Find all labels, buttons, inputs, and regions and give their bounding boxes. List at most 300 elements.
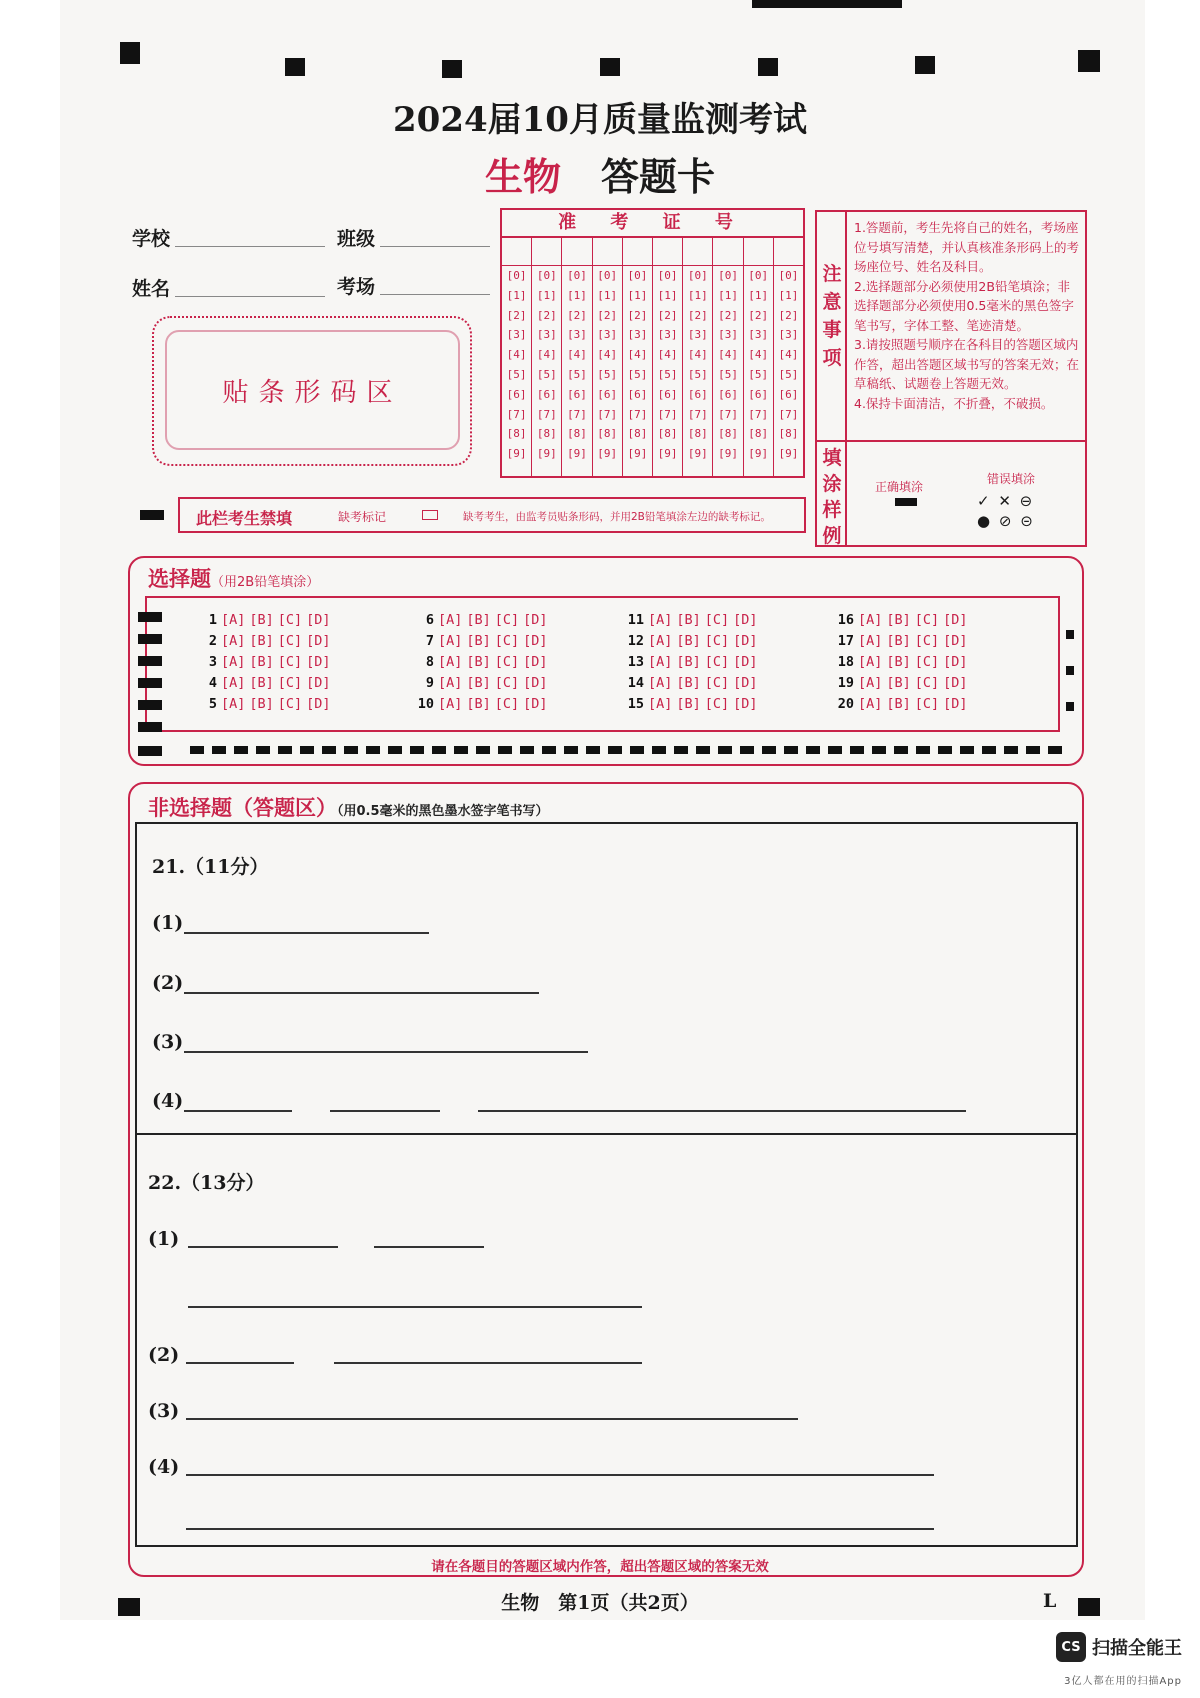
- exam-id-bubble[interactable]: [0]: [567, 269, 587, 282]
- exam-id-write-cell[interactable]: [562, 238, 591, 266]
- exam-id-write-cell[interactable]: [774, 238, 803, 266]
- exam-id-bubble[interactable]: [1]: [657, 288, 678, 302]
- answer-bubble[interactable]: [C]: [494, 654, 520, 670]
- exam-id-bubble[interactable]: [7]: [627, 407, 648, 421]
- timing-dash: [674, 746, 688, 754]
- class-field[interactable]: [380, 246, 490, 247]
- exam-id-bubble[interactable]: [5]: [597, 367, 618, 381]
- exam-id-bubble[interactable]: [3]: [718, 328, 738, 342]
- answer-box: [135, 822, 1078, 1547]
- exam-id-bubble[interactable]: [6]: [687, 387, 708, 401]
- answer-bubble[interactable]: [D]: [943, 696, 968, 712]
- answer-bubble[interactable]: [B]: [249, 654, 274, 670]
- exam-id-bubble[interactable]: [0]: [657, 269, 678, 282]
- notice-label-char: 事: [822, 319, 842, 341]
- answer-bubble[interactable]: [C]: [704, 633, 730, 649]
- absent-mark-box[interactable]: [422, 510, 438, 520]
- q22-part-label: (2): [148, 1344, 180, 1366]
- exam-id-bubble[interactable]: [4]: [687, 348, 708, 362]
- answer-bubble[interactable]: [C]: [914, 696, 940, 712]
- answer-bubble[interactable]: [B]: [249, 696, 274, 712]
- answer-bubble[interactable]: [C]: [914, 654, 940, 670]
- q21-part-label: (4): [152, 1090, 184, 1112]
- exam-id-bubble[interactable]: [0]: [687, 269, 708, 282]
- choice-question: [622, 612, 762, 628]
- exam-id-bubble[interactable]: [9]: [748, 447, 769, 461]
- exam-id-bubble[interactable]: [8]: [567, 427, 587, 441]
- exam-id-write-cell[interactable]: [744, 238, 773, 266]
- answer-bubble[interactable]: [C]: [914, 633, 940, 649]
- exam-id-bubble[interactable]: [7]: [597, 407, 618, 421]
- answer-bubble[interactable]: [D]: [306, 654, 331, 670]
- notice-item: 4.保持卡面清洁，不折叠，不破损。: [854, 395, 1054, 411]
- registration-mark: [915, 56, 935, 74]
- exam-id-write-cell[interactable]: [532, 238, 561, 266]
- exam-id-bubble[interactable]: [3]: [536, 328, 557, 342]
- absent-note: 缺考考生，由监考员贴条形码，并用2B铅笔填涂左边的缺考标记。: [463, 511, 771, 523]
- timing-dash: [916, 746, 930, 754]
- exam-id-bubble[interactable]: [3]: [597, 328, 618, 342]
- answer-bubble[interactable]: [A]: [438, 612, 463, 628]
- exam-id-column: [744, 238, 774, 478]
- question-number: 15: [627, 696, 644, 712]
- timing-dash: [234, 746, 248, 754]
- exam-id-bubble[interactable]: [5]: [536, 367, 557, 381]
- exam-id-bubble[interactable]: [1]: [627, 288, 648, 302]
- answer-bubble[interactable]: [B]: [676, 696, 701, 712]
- answer-bubble[interactable]: [B]: [676, 612, 701, 628]
- answer-bubble[interactable]: [C]: [494, 675, 520, 691]
- exam-id-bubble[interactable]: [5]: [506, 367, 527, 381]
- answer-bubble[interactable]: [C]: [277, 612, 303, 628]
- answer-bubble[interactable]: [A]: [858, 654, 883, 670]
- answer-bubble[interactable]: [D]: [943, 633, 968, 649]
- q22-3-answer-line[interactable]: [186, 1418, 798, 1420]
- answer-bubble[interactable]: [B]: [466, 675, 491, 691]
- answer-bubble[interactable]: [D]: [943, 675, 968, 691]
- exam-id-bubble[interactable]: [9]: [536, 447, 557, 461]
- exam-id-bubble[interactable]: [0]: [597, 269, 618, 282]
- answer-bubble[interactable]: [B]: [676, 654, 701, 670]
- timing-dash: [586, 746, 600, 754]
- exam-id-bubble[interactable]: [5]: [718, 367, 738, 381]
- timing-dash: [542, 746, 556, 754]
- timing-mark: [138, 634, 162, 644]
- absent-mark-label: 缺考标记: [338, 510, 387, 524]
- answer-bubble[interactable]: [D]: [523, 612, 548, 628]
- exam-id-bubble[interactable]: [2]: [567, 308, 587, 322]
- answer-bubble[interactable]: [B]: [466, 612, 491, 628]
- notice-label-char: 意: [822, 291, 842, 313]
- timing-dash: [960, 746, 974, 754]
- timing-dash: [190, 746, 204, 754]
- exam-id-bubble[interactable]: [1]: [718, 288, 738, 302]
- exam-id-bubble[interactable]: [2]: [718, 308, 738, 322]
- class-label: 班级: [337, 228, 376, 250]
- question-number: 1: [208, 612, 217, 628]
- answer-bubble[interactable]: [B]: [466, 696, 491, 712]
- answer-bubble[interactable]: [A]: [858, 696, 883, 712]
- exam-id-box: [500, 208, 805, 478]
- answer-bubble[interactable]: [B]: [466, 633, 491, 649]
- exam-id-bubble[interactable]: [5]: [657, 367, 678, 381]
- exam-id-bubble[interactable]: [6]: [506, 387, 527, 401]
- exam-id-bubble[interactable]: [5]: [748, 367, 769, 381]
- notice-label-char: 项: [822, 347, 842, 369]
- answer-bubble[interactable]: [C]: [494, 696, 520, 712]
- answer-bubble[interactable]: [C]: [277, 654, 303, 670]
- exam-id-column: [683, 238, 713, 478]
- exam-id-bubble[interactable]: [4]: [657, 348, 678, 362]
- question-number: 19: [837, 675, 854, 691]
- timing-dash: [784, 746, 798, 754]
- timing-dash: [652, 746, 666, 754]
- exam-id-bubble[interactable]: [5]: [627, 367, 648, 381]
- answer-bubble[interactable]: [B]: [676, 675, 701, 691]
- question-number: 16: [837, 612, 854, 628]
- exam-id-bubble[interactable]: [0]: [718, 269, 738, 282]
- exam-id-bubble[interactable]: [4]: [748, 348, 769, 362]
- answer-bubble[interactable]: [C]: [277, 696, 303, 712]
- exam-id-bubble[interactable]: [4]: [506, 348, 527, 362]
- answer-bubble[interactable]: [D]: [523, 675, 548, 691]
- answer-bubble[interactable]: [B]: [886, 612, 911, 628]
- exam-id-bubble[interactable]: [6]: [718, 387, 738, 401]
- exam-id-write-cell[interactable]: [593, 238, 622, 266]
- notice-divider: [817, 440, 1085, 442]
- answer-bubble[interactable]: [D]: [943, 654, 968, 670]
- exam-id-write-cell[interactable]: [713, 238, 742, 266]
- question-number: 12: [627, 633, 644, 649]
- answer-bubble[interactable]: [C]: [494, 633, 520, 649]
- exam-id-bubble[interactable]: [4]: [567, 348, 587, 362]
- exam-id-bubble[interactable]: [8]: [506, 427, 527, 441]
- choice-question: [195, 612, 335, 628]
- forbidden-label: 此栏考生禁填: [196, 509, 293, 528]
- exam-id-bubble[interactable]: [2]: [536, 308, 557, 322]
- question-number: 5: [208, 696, 217, 712]
- exam-id-write-cell[interactable]: [653, 238, 682, 266]
- exam-id-bubble[interactable]: [3]: [687, 328, 708, 342]
- exam-id-bubble[interactable]: [6]: [748, 387, 769, 401]
- answer-bubble[interactable]: [C]: [914, 675, 940, 691]
- choice-question: [412, 675, 552, 691]
- exam-id-bubble[interactable]: [8]: [597, 427, 618, 441]
- q22-heading: 22.（13分）: [148, 1172, 265, 1194]
- exam-id-bubble[interactable]: [0]: [506, 269, 527, 282]
- answer-bubble[interactable]: [D]: [306, 675, 331, 691]
- scanner-tagline: 3亿人都在用的扫描App: [1064, 1676, 1182, 1687]
- exam-id-bubble[interactable]: [2]: [778, 308, 799, 322]
- answer-bubble[interactable]: [A]: [858, 612, 883, 628]
- answer-bubble[interactable]: [A]: [221, 675, 246, 691]
- answer-bubble[interactable]: [C]: [494, 612, 520, 628]
- fill-example-char: 填: [822, 447, 842, 469]
- exam-id-bubble[interactable]: [0]: [627, 269, 648, 282]
- choice-question: [622, 696, 762, 712]
- exam-id-bubble[interactable]: [9]: [657, 447, 678, 461]
- question-number: 6: [425, 612, 434, 628]
- exam-id-bubble[interactable]: [8]: [536, 427, 557, 441]
- exam-id-bubble[interactable]: [9]: [687, 447, 708, 461]
- exam-id-bubble[interactable]: [7]: [718, 407, 738, 421]
- exam-id-bubble[interactable]: [9]: [627, 447, 648, 461]
- answer-bubble[interactable]: [A]: [438, 696, 463, 712]
- choice-question: [195, 675, 335, 691]
- registration-mark: [600, 58, 620, 76]
- answer-bubble[interactable]: [D]: [306, 612, 331, 628]
- exam-id-bubble[interactable]: [4]: [778, 348, 799, 362]
- exam-id-bubble[interactable]: [5]: [687, 367, 708, 381]
- q22-part-label: (4): [148, 1456, 180, 1478]
- exam-id-bubble[interactable]: [8]: [627, 427, 648, 441]
- school-label: 学校: [132, 228, 171, 250]
- room-field[interactable]: [380, 294, 490, 295]
- answer-bubble[interactable]: [B]: [886, 654, 911, 670]
- answer-bubble[interactable]: [D]: [733, 675, 758, 691]
- fill-example-char: 例: [822, 525, 842, 547]
- answer-bubble[interactable]: [A]: [858, 675, 883, 691]
- exam-id-bubble[interactable]: [6]: [567, 387, 587, 401]
- choice-question: [195, 633, 335, 649]
- answer-bubble[interactable]: [A]: [438, 675, 463, 691]
- answer-bubble[interactable]: [A]: [221, 654, 246, 670]
- exam-id-bubble[interactable]: [6]: [657, 387, 678, 401]
- exam-id-bubble[interactable]: [7]: [657, 407, 678, 421]
- timing-dash: [344, 746, 358, 754]
- exam-id-bubble[interactable]: [3]: [627, 328, 648, 342]
- answer-bubble[interactable]: [A]: [221, 696, 246, 712]
- notice-list: [854, 218, 1082, 413]
- question-number: 20: [837, 696, 854, 712]
- exam-id-bubble[interactable]: [3]: [748, 328, 769, 342]
- choice-title: [148, 563, 319, 593]
- exam-id-bubble[interactable]: [1]: [778, 288, 799, 302]
- exam-id-bubble[interactable]: [1]: [536, 288, 557, 302]
- exam-id-bubble[interactable]: [1]: [687, 288, 708, 302]
- question-number: 13: [627, 654, 644, 670]
- exam-id-bubble[interactable]: [5]: [778, 367, 799, 381]
- fill-example-char: 涂: [822, 473, 842, 495]
- answer-bubble[interactable]: [D]: [733, 612, 758, 628]
- question-number: 14: [627, 675, 644, 691]
- choice-question: [832, 675, 972, 691]
- exam-id-write-cell[interactable]: [623, 238, 652, 266]
- answer-bubble[interactable]: [C]: [704, 675, 730, 691]
- answer-bubble[interactable]: [D]: [523, 696, 548, 712]
- answer-bubble[interactable]: [D]: [733, 654, 758, 670]
- choice-question: [622, 654, 762, 670]
- answer-bubble[interactable]: [B]: [886, 696, 911, 712]
- q22-1b-answer-line[interactable]: [374, 1246, 484, 1248]
- exam-id-bubble[interactable]: [7]: [536, 407, 557, 421]
- timing-dash: [872, 746, 886, 754]
- q21-4a-answer-line[interactable]: [184, 1110, 292, 1112]
- choice-question: [412, 696, 552, 712]
- exam-id-bubble[interactable]: [0]: [536, 269, 557, 282]
- timing-dash: [278, 746, 292, 754]
- answer-bubble[interactable]: [C]: [277, 675, 303, 691]
- choice-question: [622, 675, 762, 691]
- timing-dash: [410, 746, 424, 754]
- exam-id-bubble[interactable]: [5]: [567, 367, 587, 381]
- timing-dash: [894, 746, 908, 754]
- barcode-area: 贴条形码区: [165, 330, 460, 450]
- choice-question: [622, 633, 762, 649]
- fill-correct-mark: [895, 498, 917, 506]
- q22-2b-answer-line[interactable]: [334, 1362, 642, 1364]
- answer-bubble[interactable]: [B]: [466, 654, 491, 670]
- exam-id-bubble[interactable]: [4]: [597, 348, 618, 362]
- q22-4a-answer-line[interactable]: [186, 1474, 934, 1476]
- q21-heading: 21.（11分）: [152, 856, 269, 878]
- exam-id-bubble[interactable]: [4]: [536, 348, 557, 362]
- fill-example-char: 样: [822, 499, 842, 521]
- answer-bubble[interactable]: [D]: [306, 633, 331, 649]
- q21-4c-answer-line[interactable]: [478, 1110, 966, 1112]
- answer-bubble[interactable]: [A]: [221, 612, 246, 628]
- answer-bubble[interactable]: [A]: [648, 675, 673, 691]
- school-field[interactable]: [175, 246, 325, 247]
- exam-id-bubble[interactable]: [2]: [748, 308, 769, 322]
- exam-id-column: [713, 238, 743, 478]
- name-field[interactable]: [175, 296, 325, 297]
- answer-bubble[interactable]: [B]: [886, 675, 911, 691]
- answer-bubble[interactable]: [A]: [858, 633, 883, 649]
- q22-1a-answer-line[interactable]: [188, 1246, 338, 1248]
- answer-bubble[interactable]: [A]: [648, 612, 673, 628]
- answer-bubble[interactable]: [A]: [648, 654, 673, 670]
- exam-id-bubble[interactable]: [8]: [687, 427, 708, 441]
- timing-mark: [138, 722, 162, 732]
- notice-item: 3.请按照题号顺序在各科目的答题区域内作答，超出答题区域书写的答案无效；在草稿纸、试题卷上答题无效。: [854, 337, 1080, 391]
- answer-bubble[interactable]: [B]: [676, 633, 701, 649]
- exam-id-write-cell[interactable]: [502, 238, 531, 266]
- exam-id-bubble[interactable]: [9]: [597, 447, 618, 461]
- answer-bubble[interactable]: [D]: [943, 612, 968, 628]
- q22-part-label: (1): [148, 1228, 180, 1250]
- exam-id-bubble[interactable]: [3]: [567, 328, 587, 342]
- exam-id-bubble[interactable]: [2]: [597, 308, 618, 322]
- answer-bubble[interactable]: [A]: [438, 633, 463, 649]
- answer-bubble[interactable]: [B]: [249, 675, 274, 691]
- timing-dash: [718, 746, 732, 754]
- q22-1c-answer-line[interactable]: [188, 1306, 642, 1308]
- choice-question: [832, 696, 972, 712]
- answer-bubble[interactable]: [A]: [221, 633, 246, 649]
- card-label: 答题卡: [601, 154, 716, 199]
- exam-id-bubble[interactable]: [2]: [657, 308, 678, 322]
- answer-bubble[interactable]: [C]: [277, 633, 303, 649]
- q22-2a-answer-line[interactable]: [186, 1362, 294, 1364]
- answer-bubble[interactable]: [D]: [733, 633, 758, 649]
- answer-bubble[interactable]: [B]: [249, 612, 274, 628]
- exam-id-bubble[interactable]: [3]: [506, 328, 527, 342]
- exam-id-write-cell[interactable]: [683, 238, 712, 266]
- timing-mark: [1066, 666, 1074, 675]
- exam-id-columns: [502, 238, 803, 478]
- scanner-watermark: [1056, 1632, 1182, 1662]
- q21-1-answer-line[interactable]: [184, 932, 429, 934]
- timing-dash: [212, 746, 226, 754]
- fill-wrong-examples-2: ● ⊘ ⊝: [977, 512, 1035, 530]
- exam-id-bubble[interactable]: [9]: [778, 447, 799, 461]
- q22-4b-answer-line[interactable]: [186, 1528, 934, 1530]
- footer-warning: 请在各题目的答题区域内作答，超出答题区域的答案无效: [431, 1559, 769, 1575]
- exam-id-bubble[interactable]: [9]: [506, 447, 527, 461]
- choice-question: [832, 633, 972, 649]
- exam-id-column: [502, 238, 532, 478]
- exam-id-bubble[interactable]: [3]: [778, 328, 799, 342]
- exam-id-bubble[interactable]: [6]: [627, 387, 648, 401]
- answer-bubble[interactable]: [C]: [704, 654, 730, 670]
- answer-bubble[interactable]: [C]: [704, 696, 730, 712]
- answer-bubble[interactable]: [B]: [886, 633, 911, 649]
- timing-dash: [1004, 746, 1018, 754]
- exam-id-bubble[interactable]: [1]: [597, 288, 618, 302]
- q21-3-answer-line[interactable]: [184, 1051, 588, 1053]
- question-number: 11: [627, 612, 644, 628]
- choice-title-text: 选择题: [148, 567, 211, 591]
- timing-dash: [520, 746, 534, 754]
- answer-bubble[interactable]: [D]: [306, 696, 331, 712]
- exam-id-bubble[interactable]: [7]: [506, 407, 527, 421]
- answer-bubble[interactable]: [A]: [648, 696, 673, 712]
- exam-id-bubble[interactable]: [8]: [718, 427, 738, 441]
- q21-4b-answer-line[interactable]: [330, 1110, 440, 1112]
- exam-id-bubble[interactable]: [7]: [567, 407, 587, 421]
- scanner-logo-icon: CS: [1056, 1632, 1086, 1662]
- exam-id-bubble[interactable]: [9]: [567, 447, 587, 461]
- answer-bubble[interactable]: [D]: [733, 696, 758, 712]
- exam-id-bubble[interactable]: [2]: [687, 308, 708, 322]
- answer-bubble[interactable]: [B]: [249, 633, 274, 649]
- exam-id-bubble[interactable]: [4]: [627, 348, 648, 362]
- exam-id-bubble[interactable]: [2]: [506, 308, 527, 322]
- exam-id-bubble[interactable]: [0]: [778, 269, 799, 282]
- exam-id-bubble[interactable]: [3]: [657, 328, 678, 342]
- answer-bubble[interactable]: [D]: [523, 654, 548, 670]
- answer-bubble[interactable]: [C]: [704, 612, 730, 628]
- exam-id-bubble[interactable]: [4]: [718, 348, 738, 362]
- exam-id-bubble[interactable]: [7]: [748, 407, 769, 421]
- exam-id-bubble[interactable]: [1]: [506, 288, 527, 302]
- exam-id-bubble[interactable]: [7]: [778, 407, 799, 421]
- exam-id-bubble[interactable]: [7]: [687, 407, 708, 421]
- answer-bubble[interactable]: [A]: [438, 654, 463, 670]
- q21-2-answer-line[interactable]: [184, 992, 539, 994]
- exam-id-bubble[interactable]: [9]: [718, 447, 738, 461]
- exam-id-bubble[interactable]: [8]: [748, 427, 769, 441]
- exam-id-bubble[interactable]: [8]: [778, 427, 799, 441]
- exam-id-bubble[interactable]: [6]: [778, 387, 799, 401]
- exam-id-bubble[interactable]: [0]: [748, 269, 769, 282]
- subject-label: 生物: [484, 154, 561, 199]
- exam-id-bubble[interactable]: [2]: [627, 308, 648, 322]
- answer-bubble[interactable]: [C]: [914, 612, 940, 628]
- registration-mark: [442, 60, 462, 78]
- exam-id-bubble[interactable]: [6]: [536, 387, 557, 401]
- exam-id-bubble[interactable]: [1]: [748, 288, 769, 302]
- exam-id-bubble[interactable]: [1]: [567, 288, 587, 302]
- exam-id-bubble[interactable]: [6]: [597, 387, 618, 401]
- exam-id-bubble[interactable]: [8]: [657, 427, 678, 441]
- answer-bubble[interactable]: [D]: [523, 633, 548, 649]
- timing-mark: [138, 656, 162, 666]
- timing-dash: [696, 746, 710, 754]
- q21-part-label: (3): [152, 1031, 184, 1053]
- answer-bubble[interactable]: [A]: [648, 633, 673, 649]
